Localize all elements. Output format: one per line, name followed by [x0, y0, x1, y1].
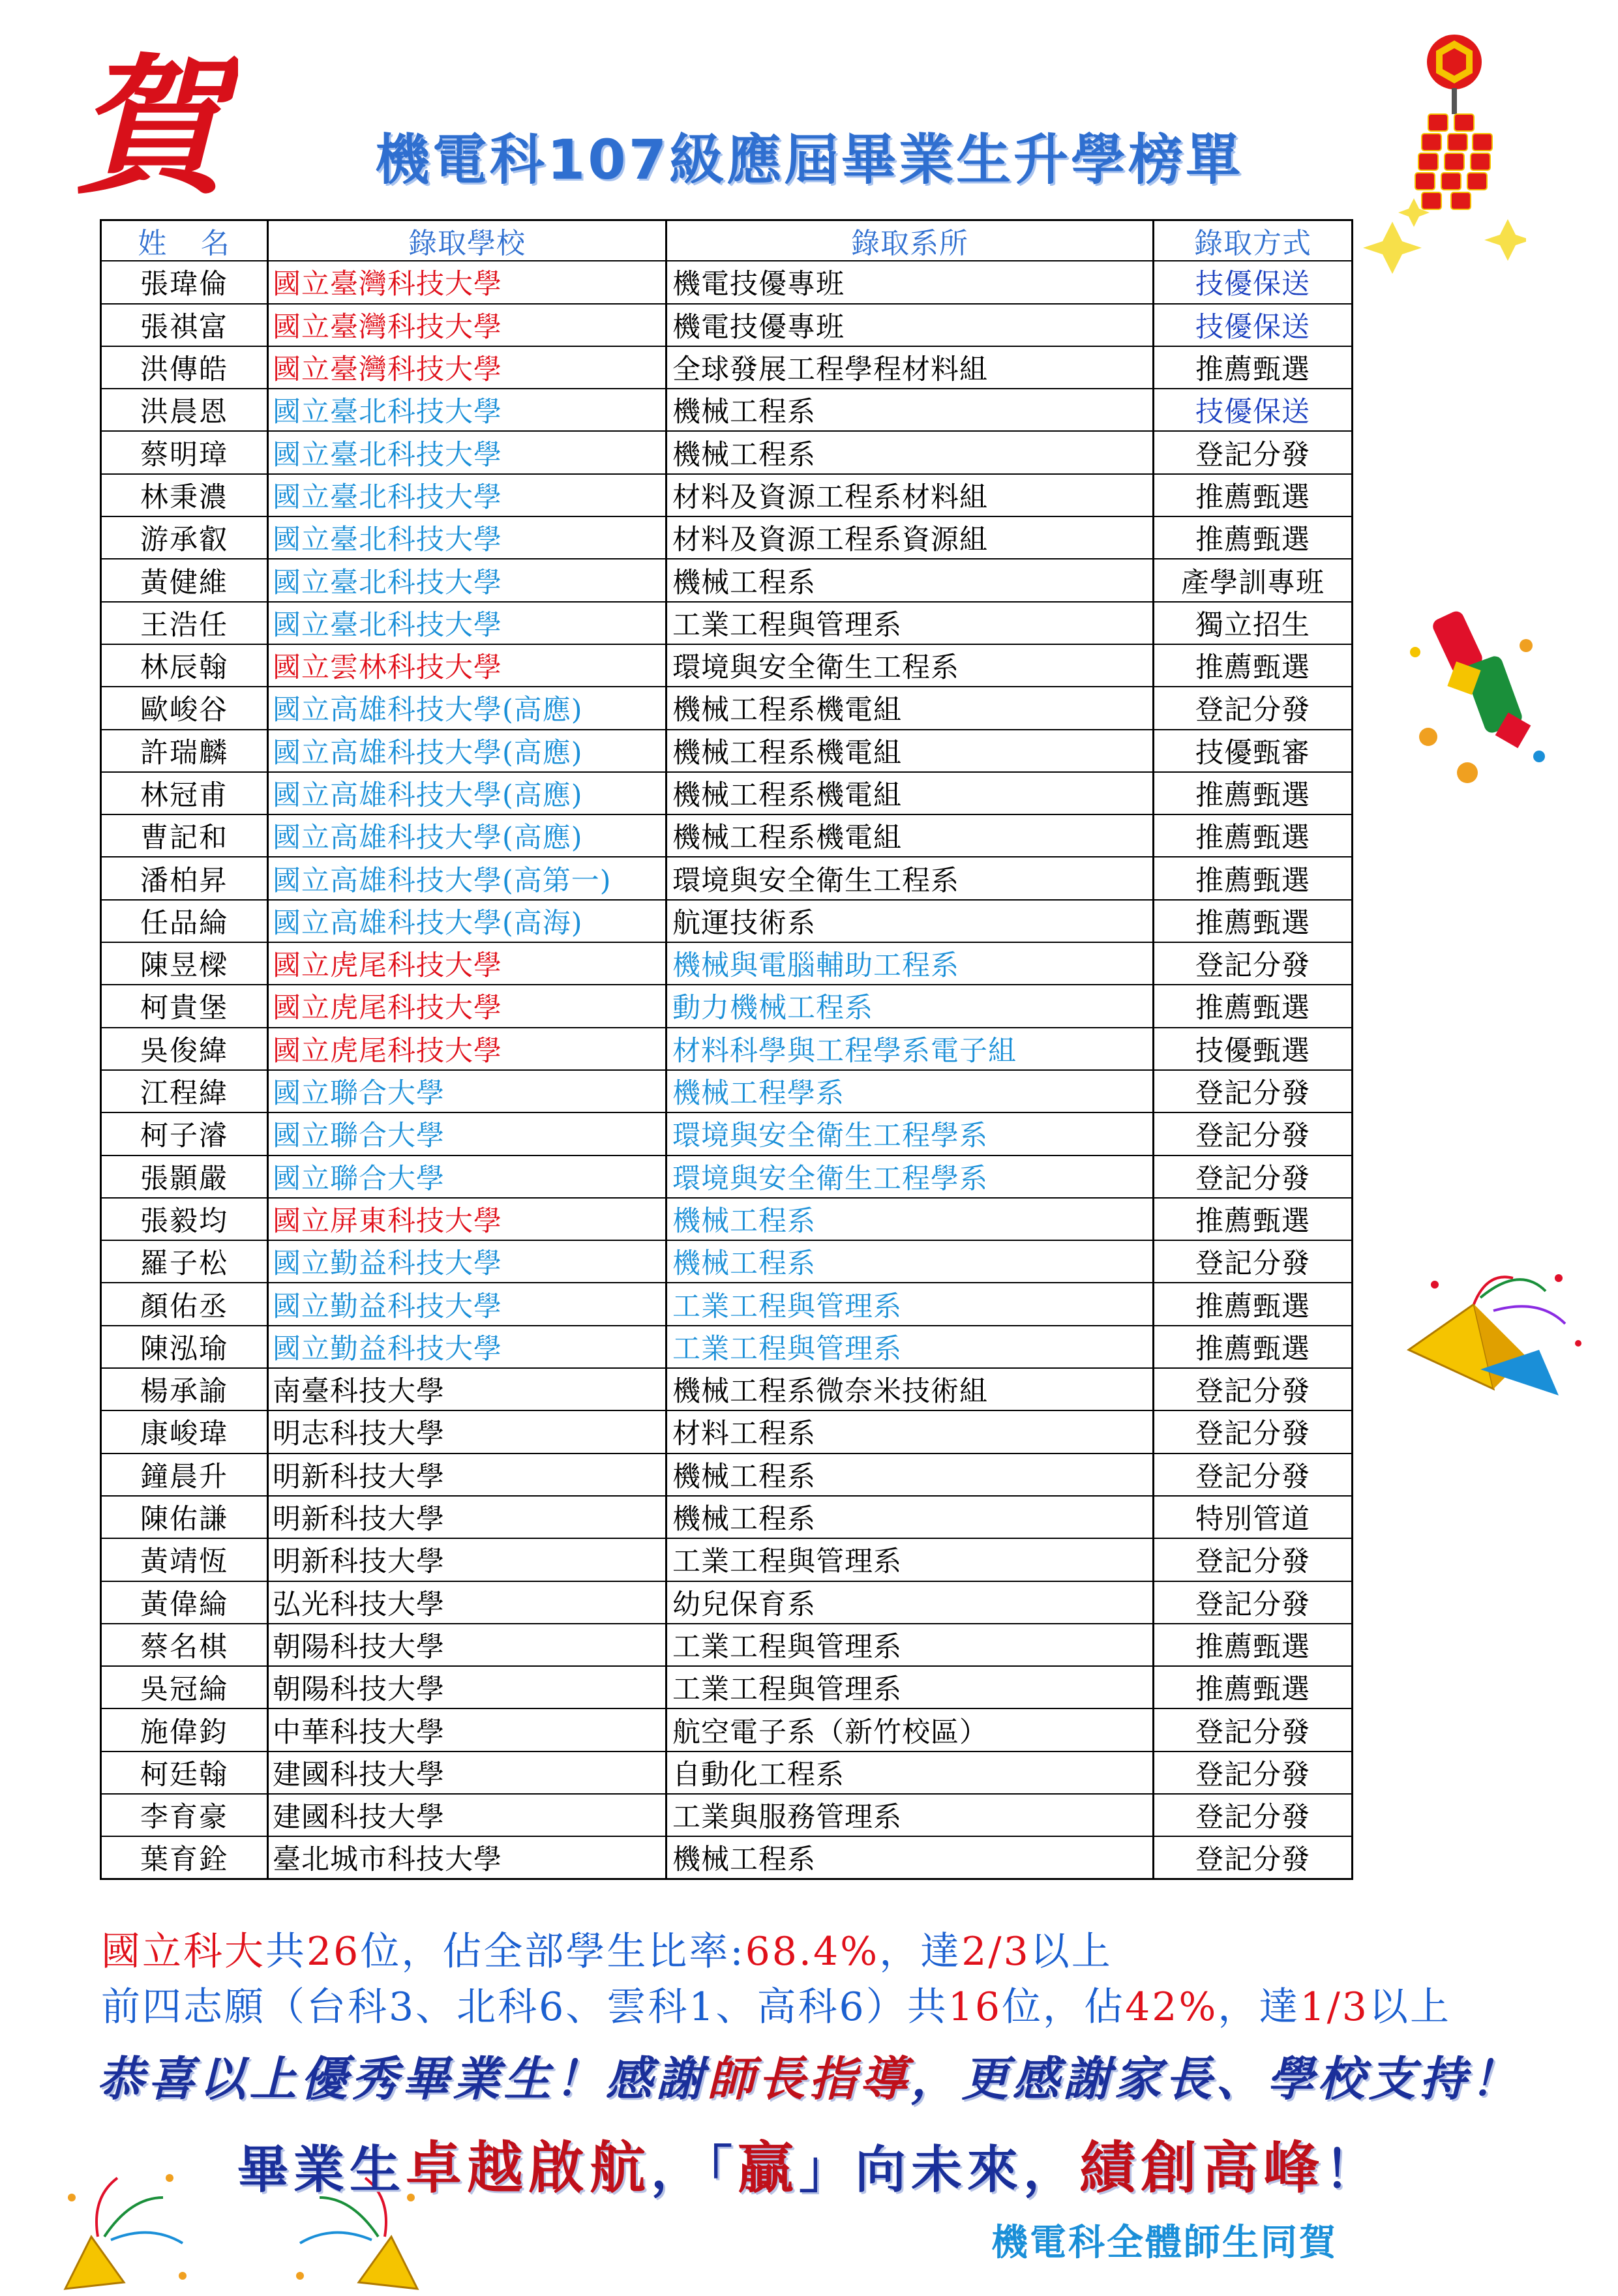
student-name: 蔡明璋 — [102, 432, 269, 474]
admission-method: 推薦甄選 — [1154, 857, 1353, 900]
admitted-school: 國立高雄科技大學(高應) — [269, 773, 667, 815]
admitted-school: 朝陽科技大學 — [269, 1624, 667, 1667]
admitted-school: 朝陽科技大學 — [269, 1667, 667, 1709]
table-row — [100, 347, 1356, 389]
congrats-text: ，更感謝家長、學校支持！ — [910, 2051, 1521, 2106]
table-row — [100, 1624, 1356, 1667]
admission-method: 推薦甄選 — [1154, 1667, 1353, 1709]
table-row — [100, 261, 1356, 304]
table-row — [100, 389, 1356, 432]
admitted-department: 動力機械工程系 — [667, 985, 1154, 1028]
student-name: 張瑋倫 — [102, 261, 269, 304]
admitted-school: 國立高雄科技大學(高第一) — [269, 857, 667, 900]
student-name: 洪傳皓 — [102, 347, 269, 389]
admitted-school: 國立臺北科技大學 — [269, 559, 667, 602]
admission-method: 登記分發 — [1154, 1454, 1353, 1497]
table-row — [100, 1837, 1356, 1879]
admitted-school: 國立臺灣科技大學 — [269, 305, 667, 347]
admission-method: 推薦甄選 — [1154, 645, 1353, 687]
table-row — [100, 559, 1356, 602]
summary-text: ，達 — [879, 1929, 962, 1975]
admitted-department: 機械工程系 — [667, 432, 1154, 474]
admission-method: 推薦甄選 — [1154, 901, 1353, 943]
admitted-department: 自動化工程系 — [667, 1752, 1154, 1795]
admitted-department: 機械工程系 — [667, 1454, 1154, 1497]
table-row — [100, 985, 1356, 1028]
table-row — [100, 1241, 1356, 1283]
student-name: 江程緯 — [102, 1071, 269, 1113]
admission-method: 技優保送 — [1154, 261, 1353, 304]
admitted-department: 工業工程與管理系 — [667, 1326, 1154, 1369]
student-name: 葉育銓 — [102, 1837, 269, 1879]
admitted-school: 國立聯合大學 — [269, 1113, 667, 1155]
admission-method: 登記分發 — [1154, 687, 1353, 730]
table-row — [100, 773, 1356, 815]
confetti-decoration — [1389, 587, 1559, 796]
summary-text: 位，佔全部學生比率: — [360, 1929, 745, 1975]
admitted-department: 機械工程系機電組 — [667, 687, 1154, 730]
student-name: 陳昱樑 — [102, 943, 269, 985]
table-row — [100, 1667, 1356, 1709]
student-name: 鐘晨升 — [102, 1454, 269, 1497]
admitted-school: 國立臺北科技大學 — [269, 603, 667, 645]
admission-method: 推薦甄選 — [1154, 815, 1353, 857]
admission-method: 登記分發 — [1154, 1411, 1353, 1454]
admitted-school: 國立屏東科技大學 — [269, 1199, 667, 1241]
congratulation-line-2 — [0, 2123, 1618, 2203]
admission-method: 登記分發 — [1154, 1795, 1353, 1837]
student-name: 任品綸 — [102, 901, 269, 943]
summary-text: 以上 — [1030, 1929, 1113, 1975]
admission-method: 登記分發 — [1154, 943, 1353, 985]
admitted-department: 環境與安全衛生工程學系 — [667, 1113, 1154, 1155]
header-name — [102, 219, 269, 261]
admitted-department: 機械工程系微奈米技術組 — [667, 1369, 1154, 1411]
admission-method: 登記分發 — [1154, 1582, 1353, 1624]
student-name: 張毅均 — [102, 1199, 269, 1241]
header-school: 錄取學校 — [269, 219, 667, 261]
admitted-department: 材料及資源工程系資源組 — [667, 517, 1154, 559]
admission-method: 推薦甄選 — [1154, 1624, 1353, 1667]
congrats-text: 」向未來， — [799, 2140, 1080, 2199]
table-row — [100, 1709, 1356, 1752]
admitted-school: 弘光科技大學 — [269, 1582, 667, 1624]
admitted-department: 機械工程系機電組 — [667, 773, 1154, 815]
admitted-department: 材料科學與工程學系電子組 — [667, 1028, 1154, 1071]
summary-text: ，達 — [1218, 1984, 1300, 2030]
admitted-school: 國立勤益科技大學 — [269, 1326, 667, 1369]
student-name: 蔡名棋 — [102, 1624, 269, 1667]
table-row — [100, 1028, 1356, 1071]
summary-fraction: 2/3 — [961, 1929, 1030, 1975]
admitted-department: 機械工程系 — [667, 389, 1154, 432]
admitted-school: 國立虎尾科技大學 — [269, 943, 667, 985]
admitted-department: 環境與安全衛生工程系 — [667, 645, 1154, 687]
student-name: 曹記和 — [102, 815, 269, 857]
admission-method: 推薦甄選 — [1154, 517, 1353, 559]
admitted-school: 建國科技大學 — [269, 1795, 667, 1837]
admitted-school: 國立雲林科技大學 — [269, 645, 667, 687]
summary-text: 前四志願（台科3、北科6、雲科1、高科6）共 — [101, 1984, 948, 2030]
table-row — [100, 1454, 1356, 1497]
admitted-department: 全球發展工程學程材料組 — [667, 347, 1154, 389]
admitted-department: 機械工程系 — [667, 1241, 1154, 1283]
table-row — [100, 1752, 1356, 1795]
admitted-department: 航空電子系（新竹校區） — [667, 1709, 1154, 1752]
table-row — [100, 943, 1356, 985]
svg-text:賀: 賀 — [75, 49, 225, 199]
admitted-school: 明新科技大學 — [269, 1539, 667, 1581]
admission-method: 登記分發 — [1154, 432, 1353, 474]
admitted-school: 中華科技大學 — [269, 1709, 667, 1752]
admitted-department: 工業工程與管理系 — [667, 1539, 1154, 1581]
table-row — [100, 1326, 1356, 1369]
admission-method: 特別管道 — [1154, 1497, 1353, 1539]
admitted-school: 國立臺北科技大學 — [269, 517, 667, 559]
header-dept: 錄取系所 — [667, 219, 1154, 261]
student-name: 黃健維 — [102, 559, 269, 602]
table-header-row — [100, 219, 1356, 261]
admission-method: 推薦甄選 — [1154, 1283, 1353, 1326]
student-name: 柯貴堡 — [102, 985, 269, 1028]
table-row — [100, 603, 1356, 645]
admitted-school: 明志科技大學 — [269, 1411, 667, 1454]
student-name: 許瑞麟 — [102, 730, 269, 773]
congrats-highlight: 績創高峰 — [1079, 2135, 1325, 2201]
admission-method: 登記分發 — [1154, 1539, 1353, 1581]
admitted-department: 機械工程系 — [667, 559, 1154, 602]
admission-table — [100, 219, 1356, 1880]
congrats-highlight: 贏 — [738, 2135, 799, 2201]
student-name: 陳泓瑜 — [102, 1326, 269, 1369]
table-row — [100, 901, 1356, 943]
admitted-school: 國立勤益科技大學 — [269, 1241, 667, 1283]
admission-method: 登記分發 — [1154, 1752, 1353, 1795]
table-row — [100, 475, 1356, 517]
admission-method: 技優保送 — [1154, 305, 1353, 347]
student-name: 林辰翰 — [102, 645, 269, 687]
admitted-school: 建國科技大學 — [269, 1752, 667, 1795]
admission-method: 登記分發 — [1154, 1369, 1353, 1411]
admitted-school: 明新科技大學 — [269, 1497, 667, 1539]
student-name: 柯子濬 — [102, 1113, 269, 1155]
admitted-department: 航運技術系 — [667, 901, 1154, 943]
admitted-school: 國立臺灣科技大學 — [269, 261, 667, 304]
admitted-department: 機械工程系機電組 — [667, 730, 1154, 773]
admitted-school: 臺北城市科技大學 — [269, 1837, 667, 1879]
admitted-school: 國立聯合大學 — [269, 1156, 667, 1199]
admitted-department: 機械工程系 — [667, 1199, 1154, 1241]
admission-method: 登記分發 — [1154, 1071, 1353, 1113]
admission-method: 獨立招生 — [1154, 603, 1353, 645]
admitted-school: 國立臺北科技大學 — [269, 389, 667, 432]
admission-method: 推薦甄選 — [1154, 475, 1353, 517]
admission-method: 推薦甄選 — [1154, 1199, 1353, 1241]
summary-top-four — [101, 1976, 1451, 2032]
admission-method: 技優保送 — [1154, 389, 1353, 432]
admission-method: 產學訓專班 — [1154, 559, 1353, 602]
admitted-department: 機械工程系 — [667, 1497, 1154, 1539]
congrats-text: ，「 — [650, 2140, 738, 2199]
admitted-department: 工業工程與管理系 — [667, 1624, 1154, 1667]
admitted-school: 國立聯合大學 — [269, 1071, 667, 1113]
admitted-department: 機電技優專班 — [667, 305, 1154, 347]
table-row — [100, 1411, 1356, 1454]
admission-method: 技優甄審 — [1154, 730, 1353, 773]
admitted-school: 國立高雄科技大學(高應) — [269, 815, 667, 857]
admitted-department: 機械與電腦輔助工程系 — [667, 943, 1154, 985]
header-name-part1: 姓 — [138, 227, 168, 261]
table-row — [100, 1795, 1356, 1837]
congratulation-line-1 — [0, 2041, 1618, 2109]
student-name: 吳俊緯 — [102, 1028, 269, 1071]
student-name: 王浩任 — [102, 603, 269, 645]
admitted-department: 幼兒保育系 — [667, 1582, 1154, 1624]
summary-national — [101, 1920, 1113, 1976]
table-row — [100, 432, 1356, 474]
congrats-highlight: 卓越啟航 — [405, 2135, 651, 2201]
admitted-school: 國立臺北科技大學 — [269, 432, 667, 474]
admitted-department: 機械工程學系 — [667, 1071, 1154, 1113]
signature: 機電科全體師生同賀 — [991, 2222, 1338, 2264]
admitted-department: 工業工程與管理系 — [667, 1667, 1154, 1709]
student-name: 羅子松 — [102, 1241, 269, 1283]
admitted-school: 國立高雄科技大學(高應) — [269, 730, 667, 773]
table-row — [100, 1539, 1356, 1581]
student-name: 顏佑丞 — [102, 1283, 269, 1326]
table-row — [100, 517, 1356, 559]
student-name: 林秉濃 — [102, 475, 269, 517]
table-row — [100, 645, 1356, 687]
student-name: 陳佑謙 — [102, 1497, 269, 1539]
table-row — [100, 687, 1356, 730]
student-name: 吳冠綸 — [102, 1667, 269, 1709]
admitted-school: 國立勤益科技大學 — [269, 1283, 667, 1326]
admission-method: 登記分發 — [1154, 1837, 1353, 1879]
table-row — [100, 857, 1356, 900]
page-title: 機電科107級應屆畢業生升學榜單 — [374, 128, 1244, 192]
student-name: 楊承諭 — [102, 1369, 269, 1411]
congrats-text: ！ — [1325, 2140, 1381, 2199]
table-row — [100, 1369, 1356, 1411]
admitted-department: 環境與安全衛生工程學系 — [667, 1156, 1154, 1199]
summary-ratio: 42% — [1125, 1984, 1218, 2030]
admission-method: 登記分發 — [1154, 1156, 1353, 1199]
admitted-school: 明新科技大學 — [269, 1454, 667, 1497]
student-name: 潘柏昇 — [102, 857, 269, 900]
table-row — [100, 1071, 1356, 1113]
student-name: 歐峻谷 — [102, 687, 269, 730]
student-name: 康峻瑋 — [102, 1411, 269, 1454]
student-name: 黃靖恆 — [102, 1539, 269, 1581]
student-name: 施偉鈞 — [102, 1709, 269, 1752]
admission-method: 登記分發 — [1154, 1709, 1353, 1752]
summary-text: 位，佔 — [1002, 1984, 1126, 2030]
student-name: 黃偉綸 — [102, 1582, 269, 1624]
admission-method: 登記分發 — [1154, 1241, 1353, 1283]
table-row — [100, 1113, 1356, 1155]
summary-text: 以上 — [1368, 1984, 1451, 2030]
admitted-school: 國立高雄科技大學(高應) — [269, 687, 667, 730]
student-name: 張顥嚴 — [102, 1156, 269, 1199]
admitted-department: 材料及資源工程系材料組 — [667, 475, 1154, 517]
table-body — [100, 261, 1356, 1879]
student-name: 洪晨恩 — [102, 389, 269, 432]
student-name: 林冠甫 — [102, 773, 269, 815]
congrats-text: 恭喜以上優秀畢業生！感謝 — [97, 2051, 708, 2106]
table-row — [100, 1199, 1356, 1241]
summary-text: 共 — [265, 1929, 307, 1975]
admitted-school: 國立高雄科技大學(高海) — [269, 901, 667, 943]
table-row — [100, 1156, 1356, 1199]
summary-ratio: 68.4% — [745, 1929, 880, 1975]
student-name: 張祺富 — [102, 305, 269, 347]
admitted-department: 材料工程系 — [667, 1411, 1154, 1454]
admitted-department: 工業工程與管理系 — [667, 603, 1154, 645]
admitted-department: 環境與安全衛生工程系 — [667, 857, 1154, 900]
header-name-part2: 名 — [200, 227, 231, 261]
party-horn-decoration — [1396, 1259, 1591, 1409]
congrats-highlight: 師長指導 — [707, 2051, 911, 2106]
admitted-department: 工業工程與管理系 — [667, 1283, 1154, 1326]
admitted-school: 南臺科技大學 — [269, 1369, 667, 1411]
student-name: 柯廷翰 — [102, 1752, 269, 1795]
admitted-school: 國立虎尾科技大學 — [269, 1028, 667, 1071]
admitted-department: 機械工程系 — [667, 1837, 1154, 1879]
summary-count: 16 — [948, 1984, 1002, 2030]
admission-method: 技優甄選 — [1154, 1028, 1353, 1071]
summary-fraction: 1/3 — [1300, 1984, 1369, 2030]
summary-count: 26 — [307, 1929, 361, 1975]
admitted-department: 工業與服務管理系 — [667, 1795, 1154, 1837]
table-row — [100, 1283, 1356, 1326]
admitted-department: 機械工程系機電組 — [667, 815, 1154, 857]
admitted-school: 國立臺北科技大學 — [269, 475, 667, 517]
table-row — [100, 1497, 1356, 1539]
table-row — [100, 815, 1356, 857]
admitted-school: 國立虎尾科技大學 — [269, 985, 667, 1028]
header-method: 錄取方式 — [1154, 219, 1353, 261]
admission-method: 推薦甄選 — [1154, 773, 1353, 815]
admitted-department: 機電技優專班 — [667, 261, 1154, 304]
admission-method: 推薦甄選 — [1154, 347, 1353, 389]
admitted-school: 國立臺灣科技大學 — [269, 347, 667, 389]
congrats-text: 畢業生 — [237, 2140, 406, 2199]
table-row — [100, 1582, 1356, 1624]
summary-national-label: 國立科大 — [101, 1929, 265, 1975]
table-row — [100, 730, 1356, 773]
student-name: 游承叡 — [102, 517, 269, 559]
table-row — [100, 305, 1356, 347]
admission-method: 推薦甄選 — [1154, 1326, 1353, 1369]
admission-method: 推薦甄選 — [1154, 985, 1353, 1028]
student-name: 李育豪 — [102, 1795, 269, 1837]
admission-method: 登記分發 — [1154, 1113, 1353, 1155]
